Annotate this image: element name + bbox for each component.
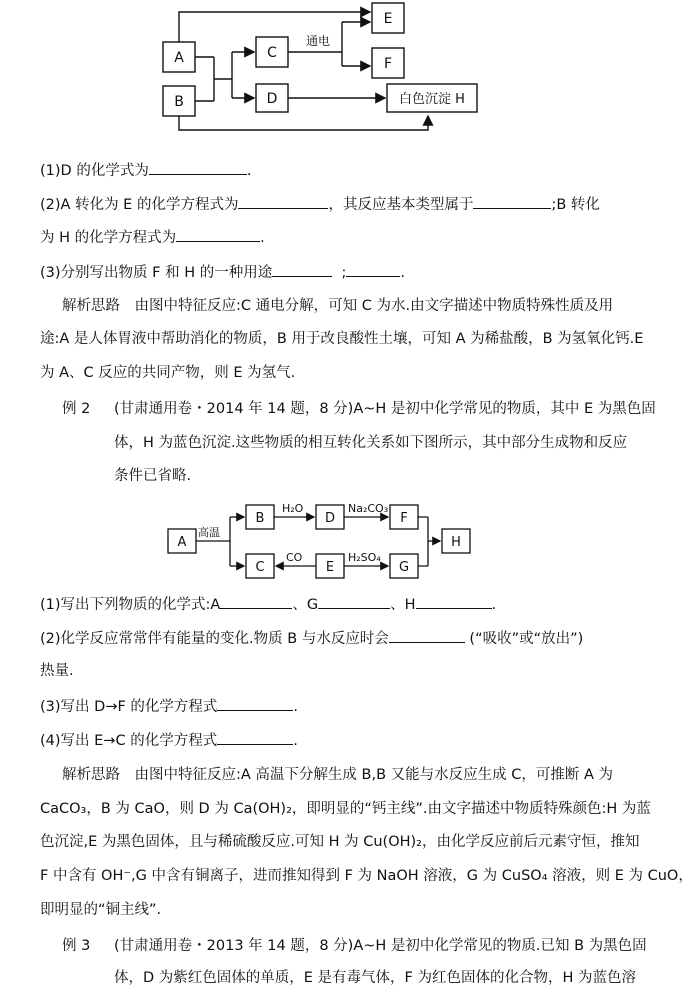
q1-line1: (1)D 的化学式为 . xyxy=(40,160,622,181)
analysis1-line1: 解析思路 由图中特征反应:C 通电分解，可知 C 为水.由文字描述中物质特殊性质及用 xyxy=(62,298,614,314)
node-d2-label: D xyxy=(324,511,336,526)
node-h2-label: H xyxy=(451,535,461,550)
node-b1-label: B xyxy=(174,94,184,110)
q2-line2: (2)化学反应常常伴有能量的变化.物质 B 与水反应时会 (“吸收”或“放出”) xyxy=(40,628,622,649)
flow-diagram-2 xyxy=(160,495,500,587)
answer-blank[interactable] xyxy=(217,730,293,745)
node-e2-label: E xyxy=(325,560,335,575)
node-d1-label: D xyxy=(266,91,278,107)
example2-line3: 条件已省略. xyxy=(114,468,192,484)
analysis1-line2: 途:A 是人体胃液中帮助消化的物质，B 用于改良酸性土壤，可知 A 为稀盐酸，B 为氢氧化钙.E xyxy=(40,331,644,347)
analysis2-line2: CaCO₃，B 为 CaO，则 D 为 Ca(OH)₂，即明显的“钙主线”.由文字描述中物质特殊颜色:H 为蓝 xyxy=(40,801,651,817)
answer-blank[interactable] xyxy=(346,262,400,277)
edge-label-gaowen: 高温 xyxy=(198,526,220,539)
node-e1-label: E xyxy=(383,11,393,27)
q1-line3: 为 H 的化学方程式为 . xyxy=(40,227,622,248)
example3-line2: 体，D 为紫红色固体的单质，E 是有毒气体，F 为红色固体的化合物，H 为蓝色溶 xyxy=(114,970,637,986)
answer-blank[interactable] xyxy=(217,696,293,711)
node-h1-label: 白色沉淀 H xyxy=(399,92,465,107)
answer-blank[interactable] xyxy=(238,194,328,209)
answer-blank[interactable] xyxy=(220,594,292,609)
answer-blank[interactable] xyxy=(149,160,247,175)
answer-blank[interactable] xyxy=(272,262,332,277)
flow-diagram-1 xyxy=(150,0,465,140)
analysis2-line4: F 中含有 OH⁻,G 中含有铜离子，进而推知得到 F 为 NaOH 溶液，G 为 CuSO₄ 溶液，则 E 为 CuO， xyxy=(40,868,693,884)
node-c1-label: C xyxy=(267,45,277,61)
example2-label: 例 2 xyxy=(62,401,91,417)
example3-line1: (甘肃通用卷・2013 年 14 题，8 分)A~H 是初中化学常见的物质.已知 B 为黑色固 xyxy=(114,938,647,954)
q2-line3: 热量. xyxy=(40,663,74,679)
edge-label-h2o: H₂O xyxy=(282,502,304,515)
q2-line5: (4)写出 E→C 的化学方程式 . xyxy=(40,730,622,751)
q1-line2: (2)A 转化为 E 的化学方程式为 ，其反应基本类型属于 ;B 转化 xyxy=(40,194,622,215)
example2-line1: (甘肃通用卷・2014 年 14 题，8 分)A~H 是初中化学常见的物质，其中 E 为黑色固 xyxy=(114,401,656,417)
answer-blank[interactable] xyxy=(176,227,260,242)
answer-blank[interactable] xyxy=(389,628,465,643)
example2-line2: 体，H 为蓝色沉淀.这些物质的相互转化关系如下图所示，其中部分生成物和反应 xyxy=(114,435,628,451)
edge-label-co: CO xyxy=(286,551,303,564)
edge-label-h2so4: H₂SO₄ xyxy=(348,551,381,564)
analysis2-line3: 色沉淀,E 为黑色固体，且与稀硫酸反应.可知 H 为 Cu(OH)₂，由化学反应前后元素守恒，推知 xyxy=(40,834,640,850)
analysis2-line1: 解析思路 由图中特征反应:A 高温下分解生成 B,B 又能与水反应生成 C，可推断 A 为 xyxy=(62,767,614,783)
node-a2-label: A xyxy=(177,535,187,550)
node-b2-label: B xyxy=(255,511,265,526)
node-c2-label: C xyxy=(255,560,265,575)
example3-label: 例 3 xyxy=(62,938,91,954)
answer-blank[interactable] xyxy=(318,594,390,609)
node-f1-label: F xyxy=(383,56,393,72)
edge-label-tongdian: 通电 xyxy=(306,34,331,48)
q2-line4: (3)写出 D→F 的化学方程式 . xyxy=(40,696,622,717)
answer-blank[interactable] xyxy=(473,194,551,209)
node-a1-label: A xyxy=(174,50,184,66)
edge-label-na2co3: Na₂CO₃ xyxy=(348,502,389,515)
analysis2-line5: 即明显的“铜主线”. xyxy=(40,902,162,918)
q1-line4: (3)分别写出物质 F 和 H 的一种用途 ; . xyxy=(40,262,622,283)
answer-blank[interactable] xyxy=(416,594,492,609)
q2-line1: (1)写出下列物质的化学式:A 、G 、H . xyxy=(40,594,622,615)
analysis1-line3: 为 A、C 反应的共同产物，则 E 为氢气. xyxy=(40,365,296,381)
node-f2-label: F xyxy=(400,511,408,526)
node-g2-label: G xyxy=(398,560,410,575)
